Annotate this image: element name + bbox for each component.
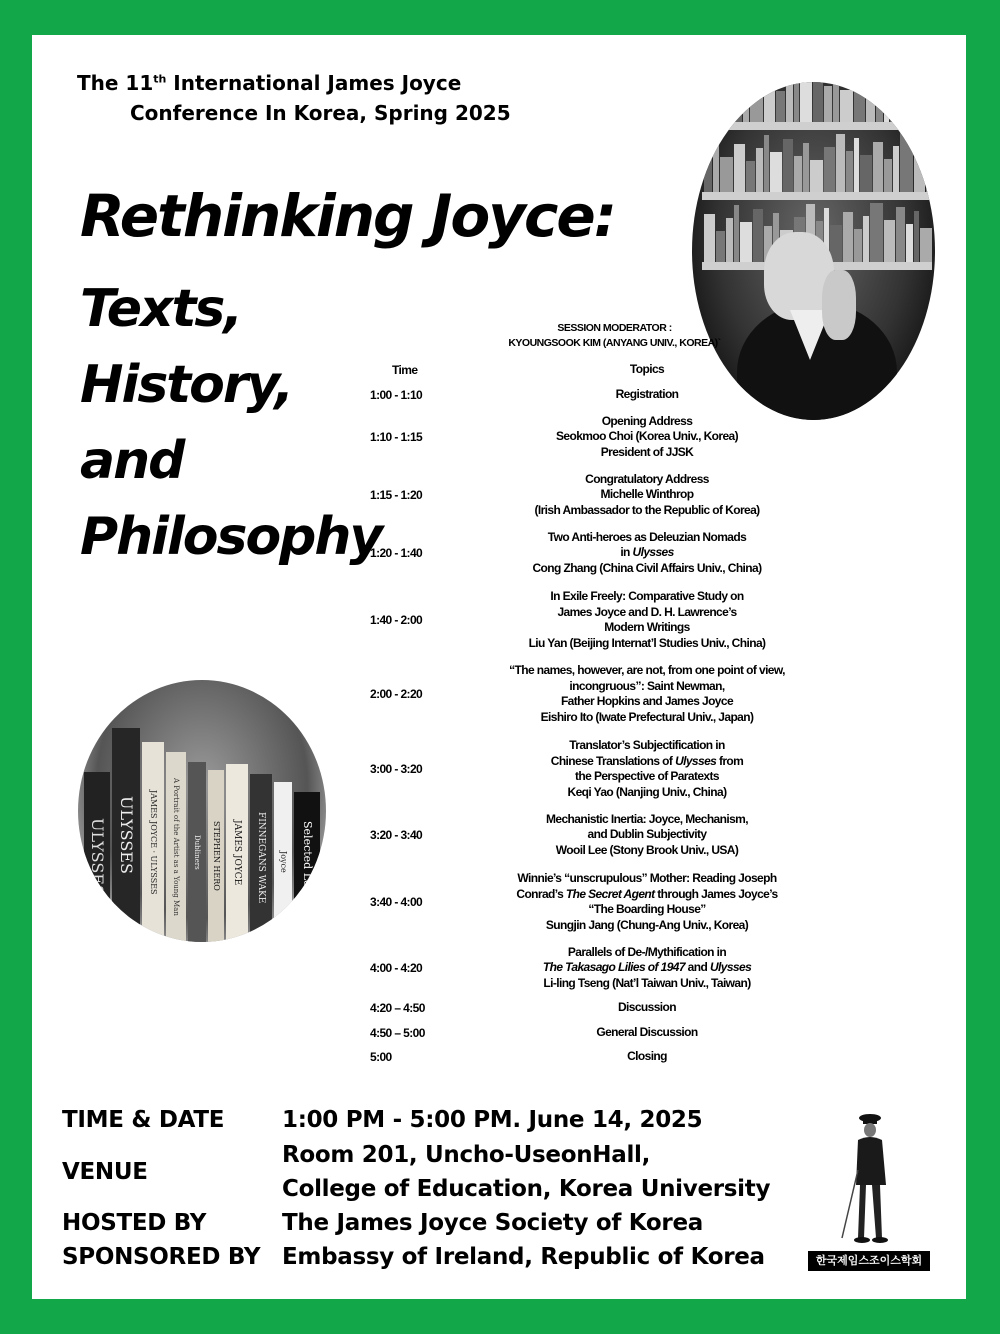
sponsored-by-value: Embassy of Ireland, Republic of Korea (282, 1244, 765, 1270)
venue-value-line1: Room 201, Uncho-UseonHall, (282, 1142, 651, 1168)
schedule-topic (462, 387, 832, 403)
schedule-header (362, 362, 832, 378)
topic-line: incongruous”: Saint Newman, (569, 678, 725, 693)
schedule-time: 1:10 - 1:15 (370, 430, 423, 444)
schedule-row (362, 869, 832, 935)
topic-line: Sungjin Jang (Chung-Ang Univ., Korea) (545, 917, 749, 932)
book-spine: STEPHEN HERO (208, 770, 224, 942)
book-spine: Selected Letters (294, 792, 320, 942)
topic-line: and Dublin Subjectivity (587, 827, 707, 842)
schedule-row (362, 661, 832, 727)
schedule-topic (462, 810, 832, 858)
schedule-topic (462, 661, 832, 725)
topic-line: Parallels of De-/Mythification in (567, 944, 727, 959)
topic-line: Father Hopkins and James Joyce (560, 694, 734, 708)
schedule-time: 1:40 - 2:00 (370, 613, 423, 627)
topic-line: in Ulysses (620, 545, 674, 560)
time-date-value: 1:00 PM - 5:00 PM. June 14, 2025 (282, 1107, 703, 1133)
schedule-row (362, 943, 832, 993)
schedule-topic (462, 1049, 832, 1065)
conference-title (77, 68, 511, 128)
book-spine: Dubliners (188, 762, 206, 942)
schedule-time: 4:20 – 4:50 (370, 1001, 425, 1015)
topic-line: Seokmoo Choi (Korea Univ., Korea) (555, 429, 738, 444)
book-spine: FINNEGANS WAKE (250, 774, 272, 942)
schedule-time: 3:40 - 4:00 (370, 895, 423, 909)
main-title: Rethinking Joyce: (80, 182, 615, 250)
book-spine: JAMES JOYCE · ULYSSES (142, 742, 164, 942)
topic-line: Liu Yan (Beijing Internat’l Studies Univ., China) (528, 635, 766, 650)
book-spine: ULYSSES (84, 772, 110, 942)
topic-line: Li-ling Tseng (Nat’l Taiwan Univ., Taiwan) (543, 975, 751, 990)
topic-line: Michelle Winthrop (600, 487, 694, 502)
venue-label: VENUE (62, 1159, 148, 1185)
schedule-row (362, 413, 832, 461)
topic-line: Keqi Yao (Nanjing Univ., China) (567, 784, 727, 799)
topic-line: Wooil Lee (Stony Brook Univ., USA) (555, 842, 739, 857)
schedule-time: 3:20 - 3:40 (370, 828, 423, 842)
venue-value-line2: College of Education, Korea University (282, 1176, 771, 1202)
topic-line: Modern Writings (604, 620, 690, 634)
conf-line2: Conference In Korea, Spring 2025 (130, 101, 511, 125)
topic-line: Winnie’s “unscrupulous” Mother: Reading Joseph (517, 871, 777, 885)
schedule-topic (462, 529, 832, 576)
topic-line: Congratulatory Address (585, 471, 709, 486)
schedule-time: 1:00 - 1:10 (370, 388, 423, 402)
topic-line: President of JJSK (600, 444, 694, 459)
society-logo-label: 한국제임스조이스학회 (808, 1251, 930, 1271)
schedule-row (362, 587, 832, 653)
topic-line: Opening Address (601, 413, 693, 428)
session-moderator (437, 321, 792, 351)
conf-line1-post: International James Joyce (166, 71, 462, 95)
schedule-time: 3:00 - 3:20 (370, 762, 423, 776)
topic-line: The Takasago Lilies of 1947 and Ulysses (542, 960, 752, 975)
schedule-row (362, 1049, 832, 1065)
schedule-row (362, 471, 832, 519)
schedule-time: 5:00 (370, 1050, 392, 1064)
schedule-row (362, 1000, 832, 1016)
sub-title-line: Texts, (80, 279, 242, 339)
poster (32, 35, 966, 1299)
sub-title-line: and (80, 431, 184, 491)
moderator-name: KYOUNGSOOK KIM (ANYANG UNIV., KOREA)` (508, 337, 721, 349)
hosted-by-label: HOSTED BY (62, 1210, 207, 1236)
schedule-row (362, 736, 832, 802)
book-spine: Joyce (274, 782, 292, 942)
schedule-topic (462, 587, 832, 651)
books-photo (78, 680, 326, 942)
topic-line: Closing (627, 1049, 667, 1064)
conf-ordinal-sup: th (153, 72, 167, 86)
topic-line: “The Boarding House” (588, 902, 706, 916)
time-date-label: TIME & DATE (62, 1107, 225, 1133)
topic-line: Conrad’s The Secret Agent through James Joyce’s (516, 886, 778, 901)
topic-line: James Joyce and D. H. Lawrence’s (557, 604, 737, 619)
schedule-row (362, 387, 832, 403)
book-spine: A Portrait of the Artist as a Young Man (166, 752, 186, 942)
topic-line: the Perspective of Paratexts (575, 769, 719, 783)
topic-line: (Irish Ambassador to the Republic of Korea) (534, 502, 760, 517)
schedule-topic (462, 736, 832, 800)
topic-line: Two Anti-heroes as Deleuzian Nomads (547, 529, 747, 544)
topic-line: Discussion (617, 1000, 677, 1015)
schedule-topic (462, 1000, 832, 1016)
topic-line: General Discussion (596, 1025, 698, 1040)
joyce-figure-logo (832, 1110, 902, 1250)
topic-line: Cong Zhang (China Civil Affairs Univ., China) (532, 560, 762, 575)
topic-line: Translator’s Subjectification in (569, 738, 725, 752)
schedule-topic (462, 1025, 832, 1041)
sub-title-line: History, (80, 355, 293, 415)
schedule-header-topics: Topics (629, 362, 665, 376)
schedule-topic (462, 943, 832, 991)
sub-title (80, 271, 381, 575)
schedule-time: 1:15 - 1:20 (370, 488, 423, 502)
topic-line: “The names, however, are not, from one point of view, (509, 663, 785, 677)
schedule-topic (462, 471, 832, 518)
sub-title-line: Philosophy (80, 507, 382, 567)
topic-line: Registration (615, 387, 679, 402)
schedule-time: 2:00 - 2:20 (370, 687, 423, 701)
schedule-time: 4:50 – 5:00 (370, 1026, 425, 1040)
topic-line: Chinese Translations of Ulysses from (550, 753, 744, 768)
schedule-topic (462, 413, 832, 460)
topic-line: Eishiro Ito (Iwate Prefectural Univ., Japan) (540, 709, 754, 724)
hosted-by-value: The James Joyce Society of Korea (282, 1210, 703, 1236)
schedule-topic (462, 869, 832, 933)
schedule-row (362, 1025, 832, 1041)
sponsored-by-label: SPONSORED BY (62, 1244, 261, 1270)
conf-line1-pre: The 11 (77, 71, 154, 95)
moderator-label: SESSION MODERATOR : (557, 322, 672, 334)
topic-line: Mechanistic Inertia: Joyce, Mechanism, (546, 811, 748, 826)
schedule-row (362, 810, 832, 860)
schedule-row (362, 529, 832, 577)
schedule-header-time: Time (392, 363, 418, 377)
topic-line: In Exile Freely: Comparative Study on (550, 589, 744, 603)
schedule-time: 1:20 - 1:40 (370, 546, 423, 560)
book-spine: ULYSSES (112, 728, 140, 942)
book-spine: JAMES JOYCE (226, 764, 248, 942)
schedule-time: 4:00 - 4:20 (370, 961, 423, 975)
